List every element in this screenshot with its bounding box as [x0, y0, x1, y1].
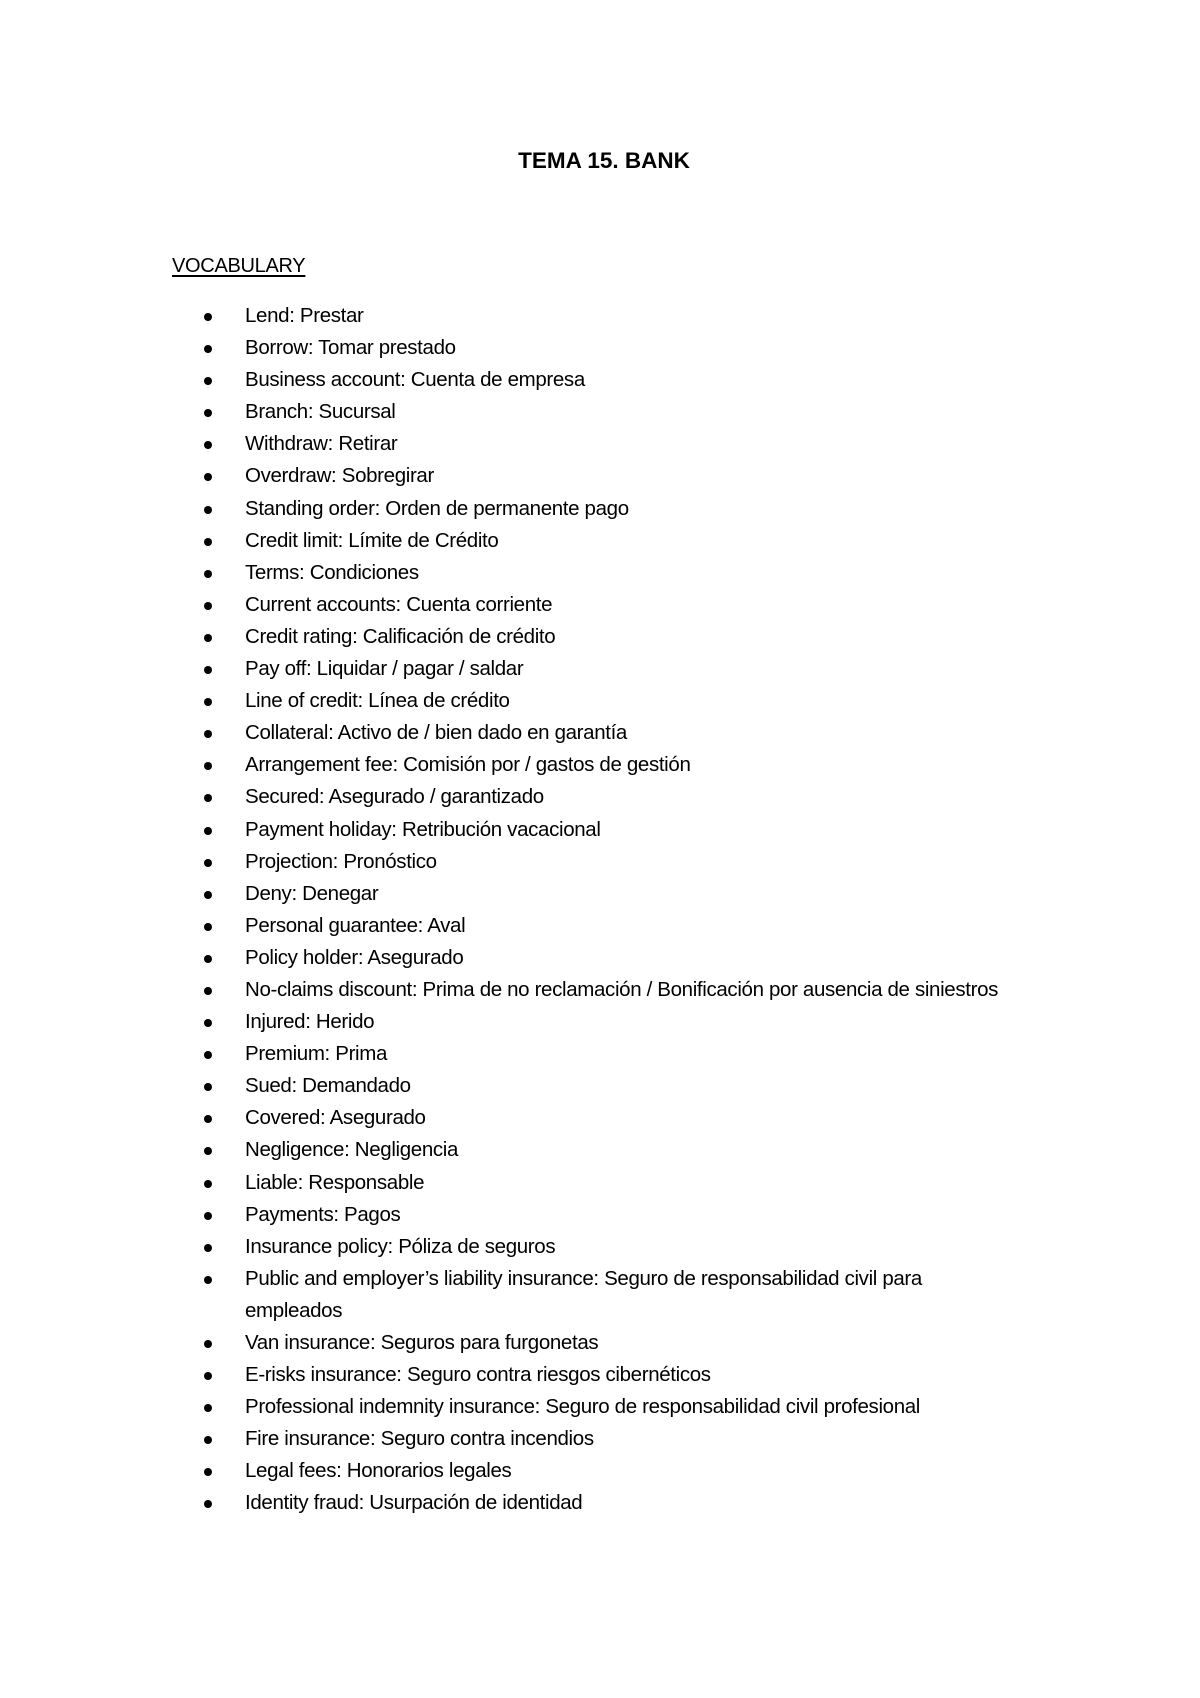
list-item-text: Secured: Asegurado / garantizado [245, 785, 544, 809]
list-item [0, 1102, 1200, 1134]
list-item-text: Van insurance: Seguros para furgonetas [245, 1331, 599, 1354]
list-item-text: Payment holiday: Retribución vacacional [245, 817, 601, 841]
list-item [0, 1423, 1200, 1455]
list-item-text: No-claims discount: Prima de no reclamación / Bonificación por ausencia de siniestros [245, 977, 999, 1001]
bullet-icon [204, 730, 212, 738]
bullet-icon [204, 313, 212, 321]
bullet-icon [204, 698, 212, 706]
list-item [0, 525, 1200, 557]
bullet-icon [204, 666, 212, 674]
list-item [0, 685, 1200, 717]
bullet-icon [204, 827, 212, 835]
list-item-text: Projection: Pronóstico [245, 849, 437, 873]
bullet-icon [204, 762, 212, 770]
list-item [0, 332, 1200, 364]
list-item [0, 300, 1200, 332]
bullet-icon [204, 377, 212, 385]
bullet-icon [204, 987, 212, 995]
list-item-text: Policy holder: Asegurado [245, 945, 464, 969]
bullet-icon [204, 1212, 212, 1220]
bullet-icon [204, 1147, 212, 1155]
list-item-text: Legal fees: Honorarios legales [245, 1459, 512, 1483]
list-item [0, 749, 1200, 781]
list-item-text: Overdraw: Sobregirar [245, 464, 434, 488]
list-item-text: Fire insurance: Seguro contra incendios [245, 1427, 594, 1451]
list-item [0, 717, 1200, 749]
list-item-text: Credit limit: Límite de Crédito [245, 528, 499, 552]
list-item-text: Covered: Asegurado [245, 1106, 426, 1130]
list-item [0, 1070, 1200, 1102]
list-item-text: Insurance policy: Póliza de seguros [245, 1234, 556, 1258]
list-item [0, 621, 1200, 653]
bullet-icon [204, 345, 212, 353]
page-title: TEMA 15. BANK [518, 148, 690, 173]
list-item-text: Premium: Prima [245, 1042, 388, 1066]
bullet-icon [204, 1180, 212, 1188]
list-item [0, 1263, 1200, 1327]
list-item-text: Standing order: Orden de permanente pago [245, 496, 629, 520]
list-item [0, 878, 1200, 910]
list-item [0, 1199, 1200, 1231]
list-item-text: Lend: Prestar [245, 304, 364, 327]
list-item-text: Line of credit: Línea de crédito [245, 689, 510, 713]
list-item [0, 1327, 1200, 1359]
list-item-text: Credit rating: Calificación de crédito [245, 624, 556, 648]
list-item-text: Current accounts: Cuenta corriente [245, 592, 553, 616]
list-item-text: Sued: Demandado [245, 1074, 411, 1098]
list-item [0, 589, 1200, 621]
bullet-icon [204, 794, 212, 802]
list-item-text: Personal guarantee: Aval [245, 913, 466, 937]
list-item [0, 814, 1200, 846]
vocabulary-list [0, 300, 1200, 1520]
list-item-text: E-risks insurance: Seguro contra riesgos cibernéticos [245, 1363, 711, 1387]
list-item [0, 428, 1200, 460]
bullet-icon [204, 409, 212, 417]
list-item [0, 396, 1200, 428]
bullet-icon [204, 1051, 212, 1059]
list-item [0, 460, 1200, 492]
list-item-text: Negligence: Negligencia [245, 1138, 459, 1162]
list-item [0, 1359, 1200, 1391]
list-item-text: Collateral: Activo de / bien dado en garantía [245, 721, 627, 745]
bullet-icon [204, 441, 212, 449]
list-item [0, 364, 1200, 396]
list-item [0, 781, 1200, 813]
list-item-text: Deny: Denegar [245, 881, 379, 905]
bullet-icon [204, 570, 212, 578]
bullet-icon [204, 1244, 212, 1252]
list-item-text: Professional indemnity insurance: Seguro de responsabilidad civil profesional [245, 1395, 921, 1419]
list-item-text: Terms: Condiciones [245, 560, 419, 584]
list-item-text: Pay off: Liquidar / pagar / saldar [245, 657, 524, 681]
list-item [0, 493, 1200, 525]
list-item [0, 1455, 1200, 1487]
bullet-icon [204, 1340, 212, 1348]
bullet-icon [204, 1019, 212, 1027]
bullet-icon [204, 1436, 212, 1444]
bullet-icon [204, 473, 212, 481]
list-item-text: Liable: Responsable [245, 1170, 425, 1194]
list-item [0, 653, 1200, 685]
list-item [0, 910, 1200, 942]
list-item [0, 1487, 1200, 1519]
list-item [0, 942, 1200, 974]
bullet-icon [204, 1468, 212, 1476]
list-item-text: Business account: Cuenta de empresa [245, 368, 585, 392]
bullet-icon [204, 1404, 212, 1412]
list-item-text: Injured: Herido [245, 1010, 375, 1034]
list-item-text: Borrow: Tomar prestado [245, 336, 456, 360]
list-item [0, 1038, 1200, 1070]
bullet-icon [204, 955, 212, 963]
list-item-text: Withdraw: Retirar [245, 432, 398, 456]
list-item [0, 1391, 1200, 1423]
bullet-icon [204, 1372, 212, 1380]
bullet-icon [204, 1115, 212, 1123]
list-item [0, 557, 1200, 589]
list-item-text: Branch: Sucursal [245, 400, 396, 424]
list-item-text: Payments: Pagos [245, 1202, 401, 1226]
list-item [0, 1231, 1200, 1263]
list-item [0, 1167, 1200, 1199]
bullet-icon [204, 506, 212, 514]
list-item [0, 974, 1200, 1006]
list-item-text: Identity fraud: Usurpación de identidad [245, 1491, 583, 1515]
list-item-text: Arrangement fee: Comisión por / gastos de gestión [245, 753, 691, 777]
bullet-icon [204, 1083, 212, 1091]
bullet-icon [204, 538, 212, 546]
bullet-icon [204, 859, 212, 867]
list-item [0, 846, 1200, 878]
bullet-icon [204, 1276, 212, 1284]
list-item-text: Public and employer’s liability insurance: Seguro de responsabilidad civil para empleados [245, 1266, 922, 1322]
list-item [0, 1134, 1200, 1166]
bullet-icon [204, 891, 212, 899]
bullet-icon [204, 602, 212, 610]
list-item [0, 1006, 1200, 1038]
bullet-icon [204, 1500, 212, 1508]
bullet-icon [204, 923, 212, 931]
section-heading-vocabulary: VOCABULARY [172, 255, 306, 277]
bullet-icon [204, 634, 212, 642]
